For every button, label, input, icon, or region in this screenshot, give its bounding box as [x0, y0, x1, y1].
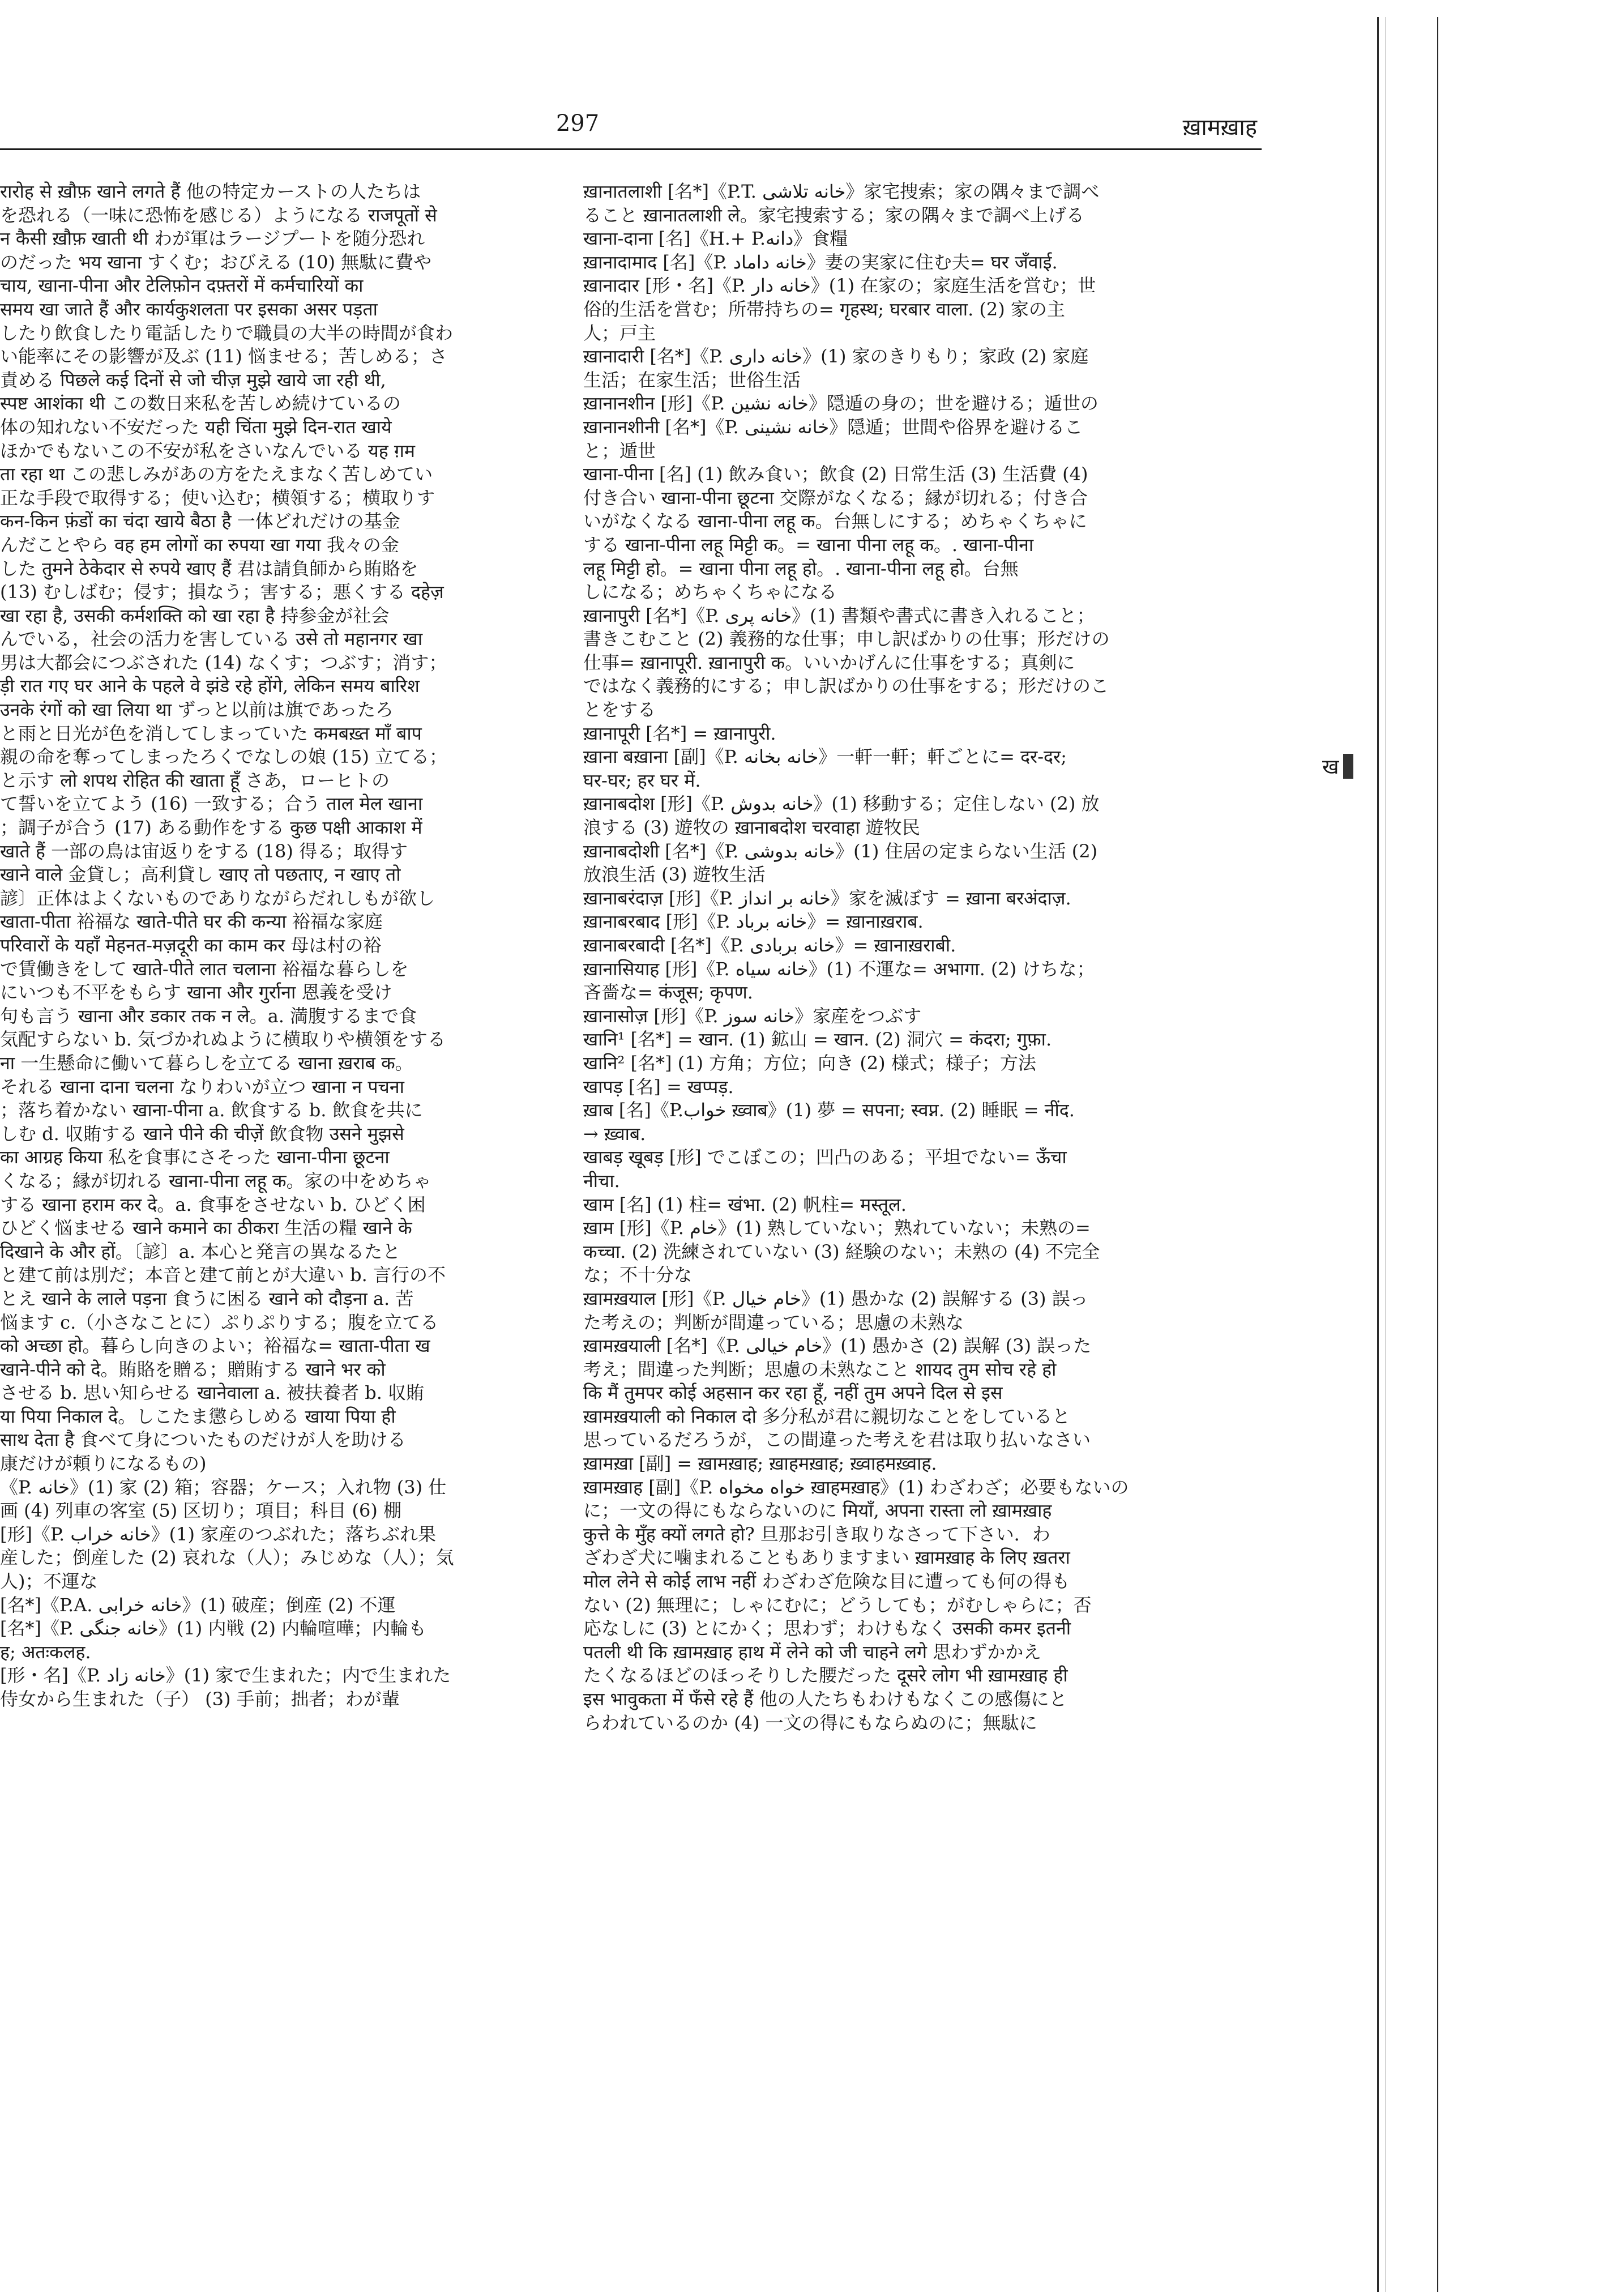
text-line: する खाना हराम कर दे。a. 食事をさせない b. ひどく困 [0, 1193, 426, 1215]
text-line: 康だけが頼りになるもの) [0, 1453, 207, 1475]
text-line: と建て前は別だ；本音と建て前とが大違い b. 言行の不 [0, 1264, 446, 1286]
text-line: んだことやら वह हम लोगों का रुपया खा गया 我々の金 [0, 533, 399, 556]
text-line: दिखाने के और हों。〔諺〕a. 本心と発言の異なるたと [0, 1240, 401, 1262]
text-line: खाना-पीना [名] (1) 飲み食い；飲食 (2) 日常生活 (3) 生活費 (4) [583, 463, 1088, 485]
text-line: खानि¹ [名*] = खान. (1) 鉱山 = खान. (2) 洞穴 = कंदरा; गुफ़ा. [583, 1028, 1052, 1051]
text-line: ख़ाब [名]《P.خواب ख़्वाब》(1) 夢 = सपना; स्वप्न. (2) 睡眠 = नींद. [583, 1099, 1075, 1121]
text-line: と雨と日光が色を消してしまっていた कमबख़्त माँ बाप [0, 722, 422, 744]
text-line: को अच्छा हो。暮らし向きのよい；裕福な= खाता-पीता ख [0, 1335, 430, 1357]
text-line: ख़ानातलाशी [名*]《P.T. خانه تلاشی》家宅捜索；家の隅々まで調べ [583, 181, 1100, 202]
text-line: 仕事= ख़ानापूरी. ख़ानापुरी क。いいかげんに仕事をする；真剣に [583, 651, 1075, 673]
text-line: 画 (4) 列車の客室 (5) 区切り；項目；科目 (6) 棚 [0, 1500, 402, 1522]
text-line: 句も言う खाना और डकार तक न ले。a. 満腹するまで食 [0, 1005, 417, 1027]
text-line: ख़ाम [形]《P. خام》(1) 熟していない；熟れていない；未熟の= [583, 1217, 1091, 1239]
text-line: स्पष्ट आशंका थी この数日来私を苦しめ続けているの [0, 392, 401, 415]
running-head: ख़ामख़ाह [1182, 114, 1257, 140]
text-line: しになる；めちゃくちゃになる [583, 581, 837, 603]
text-line: ざわざ犬に噛まれることもありますまい ख़ामख़ाह के लिए ख़तरा [583, 1547, 1070, 1569]
text-line: ख़ाना बख़ाना [副]《P. خانه بخانه》一軒一軒；軒ごとに= दर-दर; [583, 746, 1067, 768]
text-line: ；落ち着かない खाना-पीना a. 飲食する b. 飲食を共に [0, 1099, 423, 1121]
text-line: な；不十分な [583, 1264, 693, 1286]
text-line: 付き合い खाना-पीना छूटना 交際がなくなる；縁が切れる；付き合 [583, 486, 1088, 509]
text-line: ख़ानादामाद [名]《P. خانه داماد》妻の実家に住む夫= घर जँवाई. [583, 251, 1058, 273]
text-line: いがなくなる खाना-पीना लहू क。台無しにする；めちゃくちゃに [583, 510, 1087, 532]
text-line: कच्चा. (2) 洗練されていない (3) 経験のない；未熟の (4) 不完全 [583, 1240, 1100, 1262]
text-line: ない (2) 無理に；しゃにむに；どうしても；がむしゃらに；否 [583, 1594, 1092, 1616]
text-line: ह; अतःकलह. [0, 1641, 91, 1663]
text-line: 放浪生活 (3) 遊牧生活 [583, 864, 766, 886]
text-line: रारोह से ख़ौफ़ खाने लगते हैं 他の特定カーストの人たちは [0, 181, 421, 202]
text-line: 悩ます c.（小さなことに）ぷりぷりする；腹を立てる [0, 1311, 439, 1333]
thumb-index-tab [1322, 752, 1353, 780]
text-line: 生活；在家生活；世俗生活 [583, 369, 801, 391]
text-line: 産した；倒産した (2) 哀れな（人）；みじめな（人）；気 [0, 1547, 454, 1569]
text-line: ख़ानानशीनी [名*]《P. خانه نشینی》隠遁；世間や俗界を避けるこ [583, 416, 1083, 438]
text-line: समय खा जाते हैं और कार्यकुशलता पर इसका असर पड़ता [0, 298, 378, 320]
text-line: 男は大都会につぶされた (14) なくす；つぶす；消す； [0, 651, 447, 673]
text-line: くなる；縁が切れる खाना-पीना लहू क。家の中をめちゃ [0, 1170, 431, 1192]
text-line: उनके रंगों को खा लिया था ずっと以前は旗であったろ [0, 699, 394, 721]
text-line: 応なしに (3) とにかく；思わず；わけもなく उसकी कमर इतनी [583, 1617, 1071, 1640]
page-number: 297 [555, 110, 600, 136]
text-line: に；一文の得にもならないのに मियाँ, अपना रास्ता लो ख़ामख़ाह [583, 1500, 1052, 1522]
text-line: とえ खाने के लाले पड़ना 食うに困る खाने को दौड़ना a. 苦 [0, 1287, 414, 1309]
text-line: ख़ानाबरबाद [形]《P. خانه برباد》= ख़ानाख़राब. [583, 911, 924, 933]
text-line: で賃働きをして खाते-पीते लात चलाना 裕福な暮らしを [0, 958, 409, 980]
text-line: 人；戸主 [583, 322, 656, 344]
text-line: साथ देता है 食べて身についたものだけが人を助ける [0, 1429, 406, 1451]
text-line: कुत्ते के मुँह क्यों लगते हो? 旦那お引き取りなさって下さい．わ [583, 1523, 1050, 1545]
text-line: का आग्रह किया 私を食事にさそった खाना-पीना छूटना [0, 1146, 390, 1168]
text-line: らわれているのか (4) 一文の得にもならぬのに；無駄に [583, 1711, 1037, 1734]
text-line: खा रहा है, उसकी कर्मशक्ति को खा रहा है 持参金が社会 [0, 604, 390, 626]
text-line: [名*]《P. خانه جنگی》(1) 内戦 (2) 内輪喧嘩；内輪も [0, 1617, 427, 1640]
text-line: 俗的生活を営む；所帯持ちの= गृहस्थ; घरबार वाला. (2) 家の主 [583, 298, 1065, 320]
text-line: ख़ानापूरी [名*] = ख़ानापुरी. [583, 722, 776, 744]
text-line: ひどく悩ませる खाने कमाने का ठीकरा 生活の糧 खाने के [0, 1217, 412, 1239]
text-line: खाने-पीने को दे。賄賂を贈る；贈賄する खाने भर को [0, 1358, 386, 1380]
text-line: खानि² [名*] (1) 方角；方位；向き (2) 様式；様子；方法 [583, 1052, 1036, 1074]
thumb-index-letter: ख [1322, 756, 1339, 779]
text-line: → ख़्वाब. [583, 1122, 646, 1145]
text-line: する खाना-पीना लहू मिट्टी क。= खाना पीना लहू क。. खाना-पीना [583, 533, 1034, 556]
text-line: たくなるほどのほっそりした腰だった दूसरे लोग भी ख़ामख़ाह ही [583, 1664, 1068, 1687]
text-line: ता रहा था この悲しみがあの方をたえまなく苦しめてい [0, 463, 433, 485]
text-line: चाय, खाना-पीना और टेलिफ़ोन दफ़्तरों में कर्मचारियों का [0, 275, 364, 297]
text-line: खाना-दाना [名]《H.+ P.دانه》食糧 [583, 228, 848, 250]
text-line: घर-घर; हर घर में. [583, 769, 701, 791]
text-line: 諺〕正体はよくないものでありながらだれしもが欲し [0, 887, 435, 909]
text-line: ख़ानासोज़ [形]《P. خانه سوز》家産をつぶす [583, 1005, 922, 1027]
text-line: खाबड़ खूबड़ [形] でこぼこの；凹凸のある；平坦でない= ऊँचा [583, 1146, 1067, 1168]
text-line: [形]《P. خانه خراب》(1) 家産のつぶれた；落ちぶれ果 [0, 1523, 437, 1545]
text-line: कि मैं तुमपर कोई अहसान कर रहा हूँ, नहीं तुम अपने दिल से इस [583, 1382, 1003, 1404]
text-line: 書きこむこと (2) 義務的な仕事；申し訳ばかりの仕事；形だけの [583, 628, 1110, 650]
text-line: (13) むしばむ；侵す；損なう；害する；悪くする दहेज़ [0, 581, 444, 603]
text-line: ख़ानादारी [名*]《P. خانه داری》(1) 家のきりもり；家政 (2) 家庭 [583, 345, 1089, 368]
text-line: पतली थी कि ख़ामख़ाह हाथ में लेने को जी चाहने लगे 思わずかかえ [583, 1641, 1042, 1663]
text-line: 浪する (3) 遊牧の ख़ानाबदोश चरवाहा 遊牧民 [583, 817, 920, 839]
text-line: 人)；不運な [0, 1570, 98, 1593]
text-line: ख़ानाबरंदाज़ [形]《P. خانه بر انداز》家を滅ぼす = ख़ाना बरअंदाज़. [583, 887, 1071, 909]
text-line: ख़ानानशीन [形]《P. خانه نشین》隠遁の身の；世を避ける；遁世の [583, 392, 1099, 415]
text-line: た考えの；判断が間違っている；思慮の未熟な [583, 1311, 964, 1333]
text-line: 気配すらない b. 気づかれぬように横取りや横領をする [0, 1028, 446, 1051]
text-line: या पिया निकाल दे。しこたま懲らしめる खाया पिया ही [0, 1405, 396, 1427]
text-line: खाता-पीता 裕福な खाते-पीते घर की कन्या 裕福な家庭 [0, 911, 383, 933]
page-edge-line [1377, 17, 1379, 2292]
text-line: ड़ी रात गए घर आने के पहले वे झंडे रहे होंगे, लेकिन समय बारिश [0, 675, 420, 697]
text-line: しむ d. 収賄する खाने पीने की चीज़ें 飲食物 उसने मुझसे [0, 1122, 404, 1145]
text-line: 《P. خانه》(1) 家 (2) 箱；容器；ケース；入れ物 (3) 仕 [0, 1476, 447, 1498]
text-line: ख़ामख़ाह [副]《P. خواه مخواه ख़ाहमख़ाह》(1) わざわざ；必要もないの [583, 1476, 1129, 1498]
thumb-index-mark [1343, 754, 1353, 779]
text-line: 思っているだろうが，この間違った考えを君は取り払いなさい [583, 1429, 1091, 1451]
text-line: んでいる，社会の活力を害している उसे तो महानगर खा [0, 628, 423, 650]
text-line: したり飲食したり電話したりで職員の大半の時間が食わ [0, 322, 454, 344]
text-line: कन-किन फ़ंडों का चंदा खाये बैठा है 一体どれだけの基金 [0, 510, 400, 532]
text-line: न कैसी ख़ौफ़ खाती थी わが軍はラージプートを随分恐れ [0, 228, 425, 250]
text-line: परिवारों के यहाँ मेहनत-मज़दूरी का काम कर 母は村の裕 [0, 934, 382, 956]
text-line: と示す लो शपथ रोहित की खाता हूँ さあ，ローヒトの [0, 769, 390, 791]
page-edge-line [1437, 17, 1438, 2292]
text-line: 体の知れない不安だった यही चिंता मुझे दिन-रात खाये [0, 416, 392, 438]
text-line: इस भावुकता में फँसे रहे हैं 他の人たちもわけもなくこの感傷にと [583, 1688, 1067, 1710]
text-line: 吝嗇な= कंजूस; कृपण. [583, 981, 753, 1004]
text-line: [名*]《P.A. خانه خرابی》(1) 破産；倒産 (2) 不運 [0, 1594, 396, 1616]
text-line: ख़ानाबरबादी [名*]《P. خانه بربادی》= ख़ानाख़राबी. [583, 934, 956, 956]
text-line: ख़ानाबदोश [形]《P. خانه بدوش》(1) 移動する；定住しない (2) 放 [583, 793, 1100, 815]
right-column [583, 180, 1263, 1735]
text-line: ख़ानापुरी [名*]《P. خانه پری》(1) 書類や書式に書き入れること； [583, 604, 1095, 626]
text-line: い能率にその影響が及ぶ (11) 悩ませる；苦しめる；さ [0, 345, 448, 368]
text-line: ख़ामख़याली [名*]《P. خام خیالی》(1) 愚かさ (2) 誤解 (3) 誤った [583, 1335, 1092, 1357]
header-rule [0, 148, 1262, 150]
text-line: ख़ामख़याल [形]《P. خام خیال》(1) 愚かな (2) 誤解する (3) 誤っ [583, 1287, 1088, 1309]
text-line: ख़ामख़ा [副] = ख़ामख़ाह; ख़ाहमख़ाह; ख़्वाहमख़्वाह. [583, 1453, 937, 1475]
text-line: खापड़ [名] = खप्पड़. [583, 1075, 734, 1098]
text-line: 侍女から生まれた（子） (3) 手前；拙者；わが輩 [0, 1688, 400, 1710]
text-line: ること ख़ानातलाशी ले。家宅捜索する；家の隅々まで調べ上げる [583, 204, 1084, 226]
text-line: नीचा. [583, 1170, 620, 1192]
text-line: 考え；間違った判断；思慮の未熟なこと शायद तुम सोच रहे हो [583, 1358, 1057, 1380]
text-line: にいつも不平をもらす खाना और गुर्राना 恩義を受け [0, 981, 392, 1004]
text-line: を恐れる（一味に恐怖を感じる）ようになる राजपूतों से [0, 204, 437, 226]
text-line: て誓いを立てよう (16) 一致する；合う ताल मेल खाना [0, 793, 423, 815]
text-line: させる b. 思い知らせる खानेवाला a. 被扶養者 b. 収賄 [0, 1382, 425, 1404]
text-line: खाम [名] (1) 柱= खंभा. (2) 帆柱= मस्तूल. [583, 1193, 907, 1215]
text-line: と；遁世 [583, 439, 656, 462]
text-line: ；調子が合う (17) ある動作をする कुछ पक्षी आकाश में [0, 817, 422, 839]
text-line: ख़ामख़याली को निकाल दो 多分私が君に親切なことをしていると [583, 1405, 1071, 1427]
text-line: मोल लेने से कोई लाभ नहीं わざわざ危険な目に遭っても何の得も [583, 1570, 1070, 1593]
text-line: それる खाना दाना चलना なりわいが立つ खाना न पचना [0, 1075, 404, 1098]
text-line: ではなく義務的にする；申し訳ばかりの仕事をする；形だけのこ [583, 675, 1109, 697]
text-line: खाते हैं 一部の鳥は宙返りをする (18) 得る；取得す [0, 840, 408, 862]
text-line: [形・名]《P. خانه زاد》(1) 家で生まれた；内で生まれた [0, 1664, 451, 1687]
text-line: ना 一生懸命に働いて暮らしを立てる खाना ख़राब क。 [0, 1052, 413, 1074]
text-line: लहू मिट्टी हो。= खाना पीना लहू हो。. खाना-पीना लहू हो。台無 [583, 557, 1019, 579]
text-line: 親の命を奪ってしまったろくでなしの娘 (15) 立てる； [0, 746, 448, 768]
text-line: ख़ानासियाह [形]《P. خانه سیاه》(1) 不運な= अभागा. (2) けちな； [583, 958, 1095, 980]
text-line: のだった भय खाना すくむ；おびえる (10) 無駄に費や [0, 251, 432, 273]
text-line: खाने वाले 金貸し；高利貸し खाए तो पछताए, न खाए तो [0, 864, 401, 886]
text-line: ほかでもないこの不安が私をさいなんでいる यह ग़म [0, 439, 416, 462]
text-line: した तुमने ठेकेदार से रुपये खाए हैं 君は請負師から賄賂を [0, 557, 418, 579]
text-line: ख़ानादार [形・名]《P. خانه دار》(1) 在家の；家庭生活を営む；世 [583, 275, 1096, 297]
left-column [0, 180, 552, 1711]
text-line: 責める पिछले कई दिनों से जो चीज़ मुझे खाये जा रही थी, [0, 369, 386, 391]
text-line: 正な手段で取得する；使い込む；横領する；横取りす [0, 486, 435, 509]
text-line: とをする [583, 699, 656, 721]
text-line: ख़ानाबदोशी [名*]《P. خانه بدوشی》(1) 住居の定まらない生活 (2) [583, 840, 1098, 862]
